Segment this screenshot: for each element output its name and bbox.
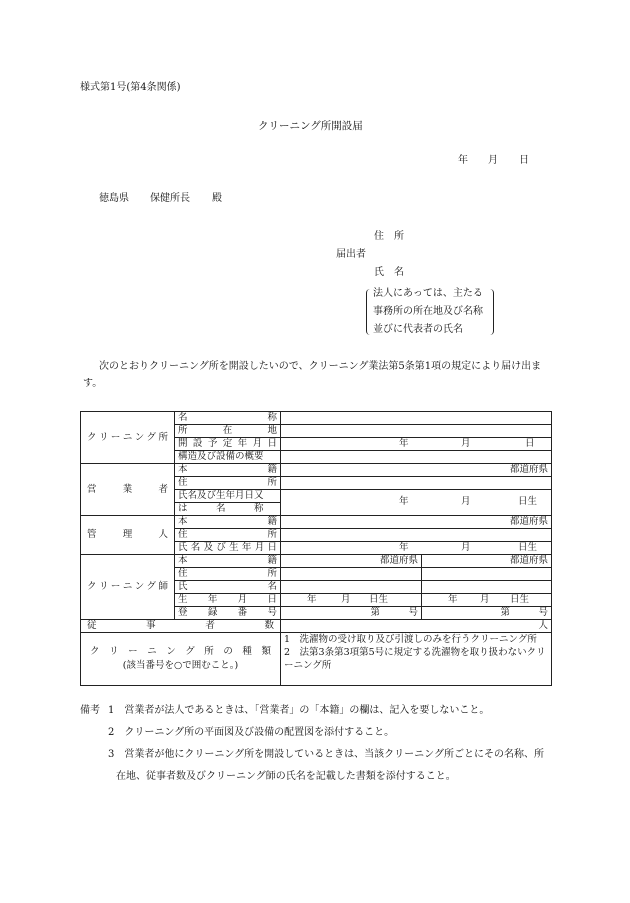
prefecture-suffix: 都道府県 xyxy=(509,516,548,527)
operator-name-label-1: 氏名及び生年月日又 xyxy=(175,490,281,503)
manager-group-label: 管理人 xyxy=(81,516,175,555)
addressee-honorific: 殿 xyxy=(212,193,222,204)
employees-value[interactable] xyxy=(281,620,552,633)
year-label: 年 xyxy=(307,594,317,605)
type-label: クリーニング所の種類 xyxy=(90,646,271,657)
note-item-3-cont: 在地、従事者数及びクリーニング師の氏名を記載した書類を添付すること。 xyxy=(116,771,456,782)
manager-name-value[interactable] xyxy=(281,542,552,555)
manager-name-label: 氏名及び生年月日 xyxy=(175,542,281,555)
shop-open-date-label: 開設予定年月日 xyxy=(175,438,281,451)
intro-line-1: 次のとおりクリーニング所を開設したいので、クリーニング業法第5条第1項の規定により届け出ま xyxy=(99,361,542,372)
employees-label: 従事者数 xyxy=(81,620,281,633)
cleaner-address-value-1[interactable] xyxy=(281,568,422,581)
month-label: 月 xyxy=(461,438,471,449)
shop-name-label: 名称 xyxy=(175,412,281,425)
month-label: 月 xyxy=(461,496,471,507)
year-label: 年 xyxy=(399,542,409,553)
type-options xyxy=(281,633,552,686)
addressee-office: 保健所長 xyxy=(150,193,190,204)
intro-line-2: す。 xyxy=(83,378,103,389)
note-item-1: 1 営業者が法人であるときは、「営業者」の「本籍」の欄は、記入を要しないこと。 xyxy=(108,705,490,716)
applicant-address-label: 住 所 xyxy=(374,231,404,242)
table-row xyxy=(81,620,552,633)
cleaner-birth-label: 生年月日 xyxy=(175,594,281,607)
manager-domicile-value[interactable] xyxy=(281,516,552,529)
table-row xyxy=(81,412,552,425)
manager-domicile-label: 本籍 xyxy=(175,516,281,529)
corp-note-line-2: 事務所の所在地及び名称 xyxy=(373,306,483,317)
form-number: 様式第1号(第4条関係) xyxy=(80,82,181,93)
shop-location-label: 所在地 xyxy=(175,425,281,438)
cleaner-address-value-2[interactable] xyxy=(422,568,552,581)
date-month-label: 月 xyxy=(488,155,498,166)
shop-open-date-value[interactable] xyxy=(281,438,552,451)
prefecture-suffix: 都道府県 xyxy=(379,555,418,566)
shop-name-value[interactable] xyxy=(281,412,552,425)
prefecture-suffix: 都道府県 xyxy=(509,555,548,566)
table-row xyxy=(81,633,552,686)
shop-location-value[interactable] xyxy=(281,425,552,438)
cleaner-birth-value-2[interactable] xyxy=(422,594,552,607)
page-title: クリーニング所開設届 xyxy=(258,120,363,132)
manager-address-label: 住所 xyxy=(175,529,281,542)
table-row xyxy=(81,555,552,568)
cleaner-reg-value-2[interactable] xyxy=(422,607,552,620)
prefecture-suffix: 都道府県 xyxy=(509,464,548,475)
applicant-label: 届出者 xyxy=(336,249,366,260)
note-item-3: 3 営業者が他にクリーニング所を開設しているときは、当該クリーニング所ごとにその名称、所 xyxy=(108,749,544,760)
operator-address-value[interactable] xyxy=(281,477,552,490)
birth-day-label: 日生 xyxy=(369,594,389,605)
month-label: 月 xyxy=(461,542,471,553)
corp-note-line-3: 並びに代表者の氏名 xyxy=(373,324,463,335)
birth-day-label: 日生 xyxy=(518,496,538,507)
table-row xyxy=(81,464,552,477)
notes-label: 備考 xyxy=(80,705,100,716)
number-suffix: 第 号 xyxy=(500,607,548,618)
shop-structure-value[interactable] xyxy=(281,451,552,464)
table-row xyxy=(81,516,552,529)
corp-note-line-1: 法人にあっては、主たる xyxy=(373,288,483,299)
cleaner-domicile-value-2[interactable] xyxy=(422,555,552,568)
type-note: (該当番号を○で囲むこと。) xyxy=(122,660,239,671)
type-option-1[interactable]: 1 洗濯物の受け取り及び引渡しのみを行うクリーニング所 xyxy=(284,634,537,645)
cleaner-address-label: 住所 xyxy=(175,568,281,581)
cleaner-reg-value-1[interactable] xyxy=(281,607,422,620)
operator-name-value[interactable] xyxy=(281,490,552,516)
number-suffix: 第 号 xyxy=(370,607,418,618)
day-label: 日 xyxy=(525,438,535,449)
cleaner-domicile-value-1[interactable] xyxy=(281,555,422,568)
cleaner-birth-value-1[interactable] xyxy=(281,594,422,607)
operator-domicile-value[interactable] xyxy=(281,464,552,477)
year-label: 年 xyxy=(399,496,409,507)
month-label: 月 xyxy=(480,594,490,605)
operator-address-label: 住所 xyxy=(175,477,281,490)
applicant-name-label: 氏 名 xyxy=(374,267,404,278)
shop-group-label: クリーニング所 xyxy=(81,412,175,464)
date-day-label: 日 xyxy=(519,155,529,166)
application-table xyxy=(80,411,552,686)
note-item-2: 2 クリーニング所の平面図及び設備の配置図を添付すること。 xyxy=(108,727,395,738)
month-label: 月 xyxy=(341,594,351,605)
employees-unit: 人 xyxy=(538,620,548,631)
year-label: 年 xyxy=(399,438,409,449)
operator-domicile-label: 本籍 xyxy=(175,464,281,477)
shop-structure-label: 構造及び設備の概要 xyxy=(175,451,281,464)
cleaner-name-value-1[interactable] xyxy=(281,581,422,594)
cleaner-domicile-label: 本籍 xyxy=(175,555,281,568)
cleaner-name-label: 氏名 xyxy=(175,581,281,594)
birth-day-label: 日生 xyxy=(518,542,538,553)
year-label: 年 xyxy=(448,594,458,605)
birth-day-label: 日生 xyxy=(510,594,530,605)
type-option-2[interactable]: 2 法第3条第3項第5号に規定する洗濯物を取り扱わないクリーニング所 xyxy=(284,647,546,671)
cleaner-group-label: クリーニング師 xyxy=(81,555,175,620)
operator-name-label-2: は 名 称 xyxy=(175,503,281,516)
cleaner-name-value-2[interactable] xyxy=(422,581,552,594)
type-label-cell xyxy=(81,633,281,686)
date-year-label: 年 xyxy=(458,155,468,166)
manager-address-value[interactable] xyxy=(281,529,552,542)
cleaner-reg-label: 登録番号 xyxy=(175,607,281,620)
operator-group-label: 営業者 xyxy=(81,464,175,516)
addressee-prefecture: 徳島県 xyxy=(99,193,129,204)
